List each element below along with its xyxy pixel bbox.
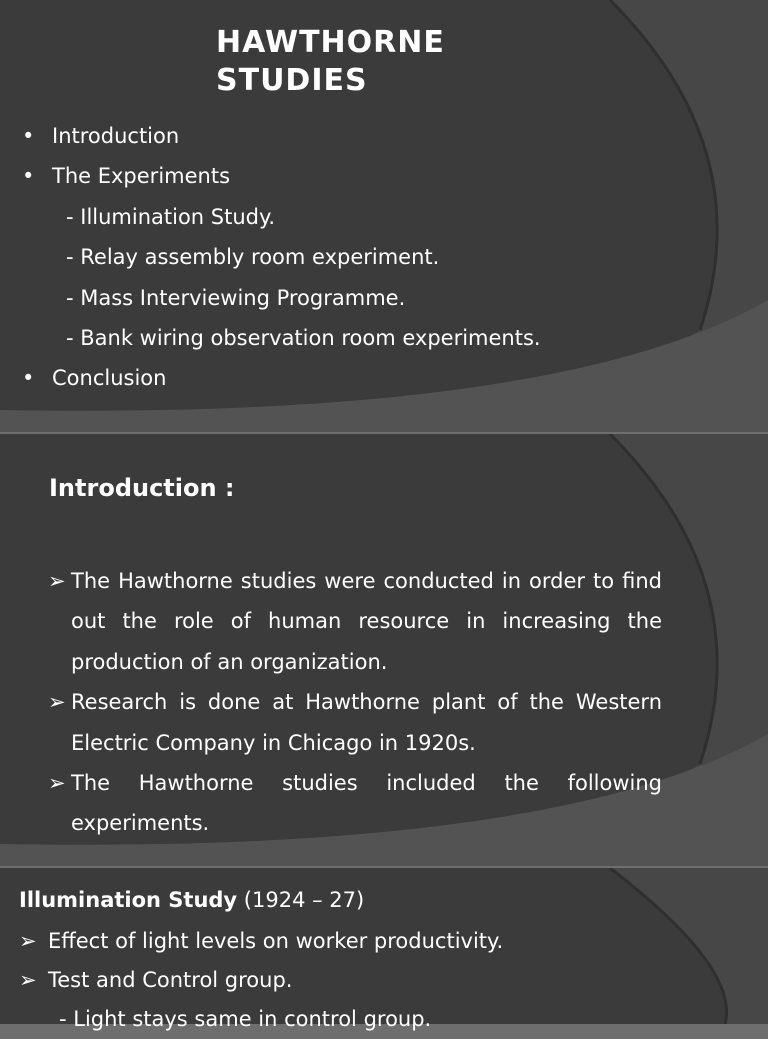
bullet-icon: •	[22, 164, 35, 189]
section-heading: Introduction :	[49, 474, 235, 502]
intro-list	[48, 561, 662, 844]
arrow-bullet-icon: ➢	[48, 771, 66, 796]
list-item: ➢ The Hawthorne studies were conducted in order to find out the role of human resource in increasing the production of an organization.	[48, 561, 662, 682]
slide-title	[216, 24, 445, 100]
arrow-bullet-icon: ➢	[19, 968, 37, 992]
list-item: ➢ The Hawthorne studies included the following experiments.	[48, 763, 662, 844]
title-line-2: STUDIES	[216, 63, 368, 98]
arrow-bullet-icon: ➢	[48, 569, 66, 593]
bullet-icon: •	[22, 124, 35, 148]
arrow-bullet-icon: ➢	[48, 690, 66, 715]
slide-1: HAWTHORNE STUDIES • Introduction • The Experiments - Illumination Study. - Relay assembly room experiment. - Mass Interviewing Programme. - Bank wiring observation room experiments. • Conclusion	[0, 0, 768, 432]
arrow-bullet-icon: ➢	[19, 929, 37, 953]
title-line-1: HAWTHORNE	[216, 25, 445, 60]
list-item: ➢ Research is done at Hawthorne plant of the Western Electric Company in Chicago in 1920s.	[48, 682, 662, 763]
study-heading: Illumination Study (1924 – 27)	[19, 888, 365, 912]
bullet-icon: •	[22, 366, 35, 391]
